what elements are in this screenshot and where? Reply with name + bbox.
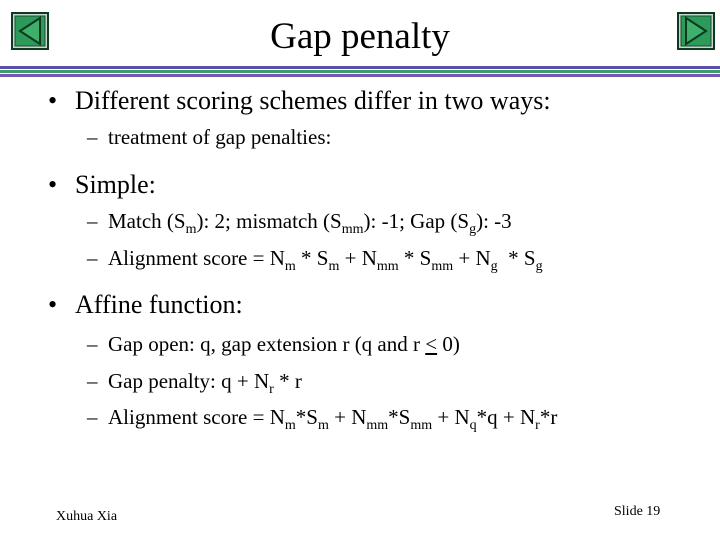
slide-number: Slide 19 [614, 504, 661, 519]
bullet-marker: • [48, 170, 58, 199]
title-rule-bottom [0, 74, 720, 77]
slide-title: Gap penalty [270, 16, 450, 57]
title-rule-middle [0, 70, 720, 73]
footer-author: Xuhua Xia [56, 509, 118, 524]
dash-marker: – [87, 332, 98, 356]
bullet-marker: • [48, 290, 58, 319]
formula-text: Gap open: q, gap extension r (q and r < 0) [108, 332, 460, 356]
sub-bullet-item [87, 368, 302, 397]
sub-bullet-item [87, 245, 543, 274]
bullet-item [48, 170, 156, 200]
formula-text: Match $(S_m)$: 2; mismatch $(S_{mm})$: -1; Gap $(S_g)$: -3 [108, 209, 512, 237]
dash-marker: – [87, 246, 98, 270]
bullet-text: Simple: [75, 170, 156, 199]
dash-marker: – [87, 369, 98, 393]
formula-text: Alignment score = $N_m * S_m + N_{mm} * S_{mm} + N_g * S_g$ [108, 246, 543, 274]
bullet-marker: • [48, 86, 58, 115]
bullet-text: Different scoring schemes differ in two ways: [75, 86, 551, 115]
title-rule-top [0, 66, 720, 69]
formula-text: Gap penalty: $q + N_r * r$ [108, 369, 302, 397]
dash-marker: – [87, 209, 98, 233]
sub-bullet-item [87, 208, 512, 237]
bullet-item [48, 86, 551, 116]
sub-bullet-item [87, 331, 460, 357]
bullet-item [48, 290, 243, 320]
bullet-text: Affine function: [75, 290, 243, 319]
formula-text: Alignment score = $N_m*S_m + N_{mm}*S_{mm} + N_q*q + N_r*r$ [108, 405, 558, 433]
dash-marker: – [87, 405, 98, 429]
sub-bullet-item [87, 404, 558, 433]
sub-bullet-item [87, 124, 331, 150]
dash-marker: – [87, 125, 98, 149]
sub-bullet-text: treatment of gap penalties: [108, 125, 332, 149]
